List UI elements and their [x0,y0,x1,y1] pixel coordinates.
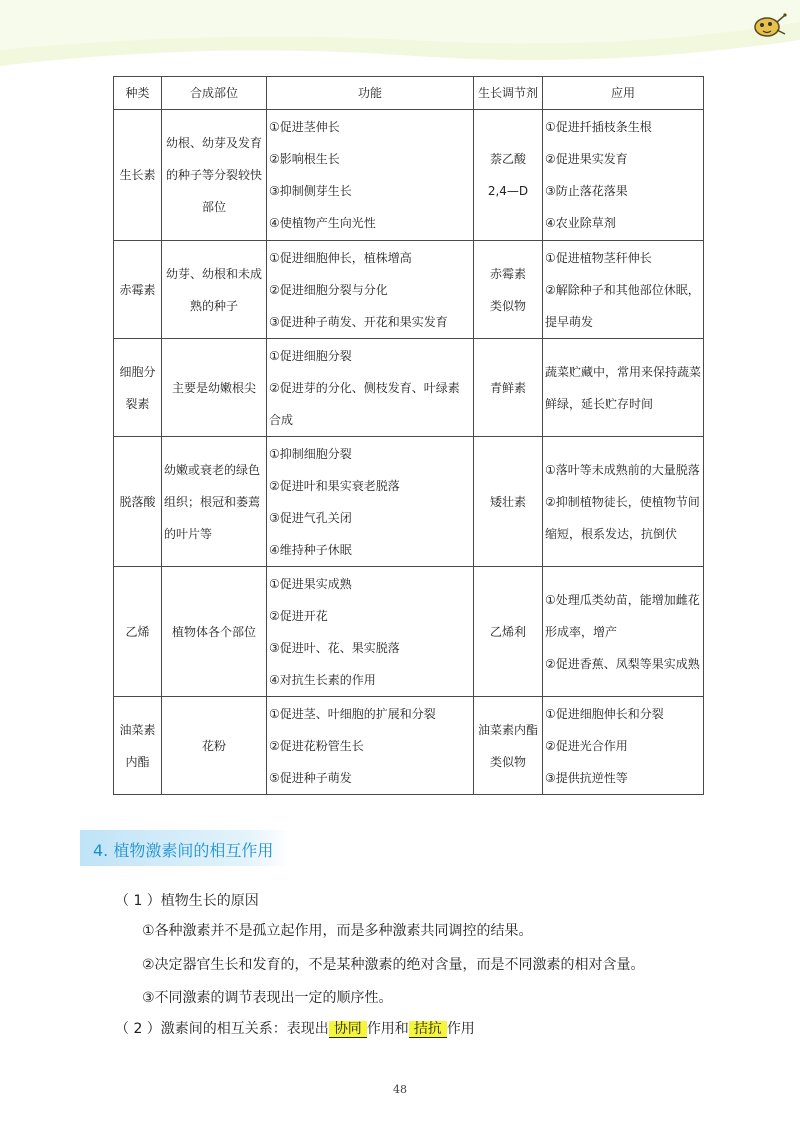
function-item: ④维持种子休眠 [269,542,352,557]
hormone-type: 乙烯 [114,567,162,697]
regulator: 青鲜素 [474,339,543,437]
regulator [474,241,543,339]
hormone-type-text: 细胞分裂素 [119,364,156,411]
regulator-line: 类似物 [489,298,526,313]
function-item: ③促进气孔关闭 [269,510,352,525]
sentence-mid: 作用和 [366,1021,409,1037]
header-type: 种类 [114,77,162,110]
synthesis-site: 植物体各个部位 [162,567,267,697]
applications [543,241,704,339]
function-item: ①抑制细胞分裂 [269,446,352,461]
functions [267,241,474,339]
list-item: ①各种激素并不是孤立起作用，而是多种激素共同调控的结果。 [142,923,533,939]
regulator-line: 赤霉素 [489,266,526,281]
regulator-line: 2,4—D [487,184,529,198]
function-item: ②促进叶和果实衰老脱落 [269,478,400,493]
regulator: 乙烯利 [474,567,543,697]
function-item: ④使植物产生向光性 [269,216,376,230]
regulator [474,697,543,795]
table-row [114,241,704,339]
answer-antagonism: 拮抗 [409,1021,447,1038]
header-site: 合成部位 [162,77,267,110]
synthesis-site [162,241,267,339]
application-item: ①促进扦插枝条生根 [545,120,652,134]
function-item: ②促进花粉管生长 [269,738,364,753]
applications [543,110,704,241]
hormone-type: 脱落酸 [114,437,162,567]
application-item: ①促进细胞伸长和分裂 [545,706,664,721]
application-item: ①落叶等未成熟前的大量脱落 [545,462,700,477]
applications [543,567,704,697]
application-item: ③防止落花落果 [545,184,628,198]
header-function: 功能 [267,77,474,110]
function-item: ①促进茎、叶细胞的扩展和分裂 [269,706,436,721]
table-header-row [114,77,704,110]
functions [267,110,474,241]
table-row [114,567,704,697]
application-item: ②促进果实发育 [545,152,628,166]
list-item: ②决定器官生长和发育的，不是某种激素的绝对含量，而是不同激素的相对含量。 [142,957,645,973]
function-item: ④对抗生长素的作用 [269,672,376,687]
application-item: ②抑制植物徒长，使植物节间缩短，根系发达，抗倒伏 [545,494,700,541]
functions [267,437,474,567]
function-item: ③抑制侧芽生长 [269,184,352,198]
header-application: 应用 [543,77,704,110]
application-item: 蔬菜贮藏中，常用来保持蔬菜鲜绿，延长贮存时间 [545,364,702,411]
applications [543,437,704,567]
applications [543,697,704,795]
synthesis-site-text: 幼嫩或衰老的绿色组织；根冠和萎蔫的叶片等 [164,462,261,541]
function-item: ①促进细胞伸长，植株增高 [269,250,412,265]
synthesis-site-text: 幼芽、幼根和未成熟的种子 [165,266,262,313]
relationship-sentence [115,1018,475,1038]
application-item: ④农业除草剂 [545,216,616,230]
function-item: ②促进开花 [269,608,328,623]
subsection-heading: （ 1 ）植物生长的原因 [115,893,259,909]
top-decoration-band [0,0,800,80]
application-item: ①促进植物茎秆伸长 [545,250,652,265]
hormone-table [113,76,704,795]
application-item: ③提供抗逆性等 [545,770,628,785]
regulator: 矮壮素 [474,437,543,567]
functions [267,339,474,437]
page-number: 48 [393,1083,407,1096]
hormone-type: 生长素 [114,110,162,241]
hormone-type-text: 油菜素内酯 [119,722,156,769]
table-row [114,437,704,567]
function-item: ⑤促进种子萌发 [269,770,352,785]
application-item: ①处理瓜类幼苗，能增加雌花形成率，增产 [545,592,700,639]
header-regulator: 生长调节剂 [474,77,543,110]
regulator-line: 类似物 [489,754,526,769]
synthesis-site [162,437,267,567]
application-item: ②促进香蕉、凤梨等果实成熟 [545,656,700,671]
function-item: ①促进细胞分裂 [269,348,352,363]
application-item: ②促进光合作用 [545,738,628,753]
sentence-suffix: 作用 [446,1021,475,1037]
regulator-line: 萘乙酸 [489,152,526,166]
regulator [474,110,543,241]
bug-mascot-icon [750,8,788,42]
table-row [114,110,704,241]
sentence-prefix: （ 2 ）激素间的相互关系：表现出 [115,1021,329,1037]
regulator-line: 油菜素内酯 [477,722,538,737]
function-item: ②促进芽的分化、侧枝发育、叶绿素合成 [269,380,460,427]
list-item: ③不同激素的调节表现出一定的顺序性。 [142,990,393,1006]
function-item: ①促进果实成熟 [269,576,352,591]
functions [267,567,474,697]
table-row [114,697,704,795]
function-item: ①促进茎伸长 [269,120,340,134]
synthesis-site: 主要是幼嫩根尖 [162,339,267,437]
synthesis-site: 花粉 [162,697,267,795]
answer-synergy: 协同 [329,1021,367,1038]
table-row [114,339,704,437]
functions [267,697,474,795]
wave-decoration [0,0,800,80]
applications [543,339,704,437]
function-item: ③促进种子萌发、开花和果实发育 [269,314,448,329]
function-item: ③促进叶、花、果实脱落 [269,640,400,655]
application-item: ②解除种子和其他部位休眠，提早萌发 [545,282,700,329]
synthesis-site-text: 幼根、幼芽及发育的种子等分裂较快部位 [165,136,262,214]
function-item: ②影响根生长 [269,152,340,166]
synthesis-site [162,110,267,241]
function-item: ②促进细胞分裂与分化 [269,282,388,297]
section-title: 4. 植物激素间的相互作用 [93,841,274,860]
hormone-type [114,697,162,795]
hormone-type: 赤霉素 [114,241,162,339]
hormone-type [114,339,162,437]
